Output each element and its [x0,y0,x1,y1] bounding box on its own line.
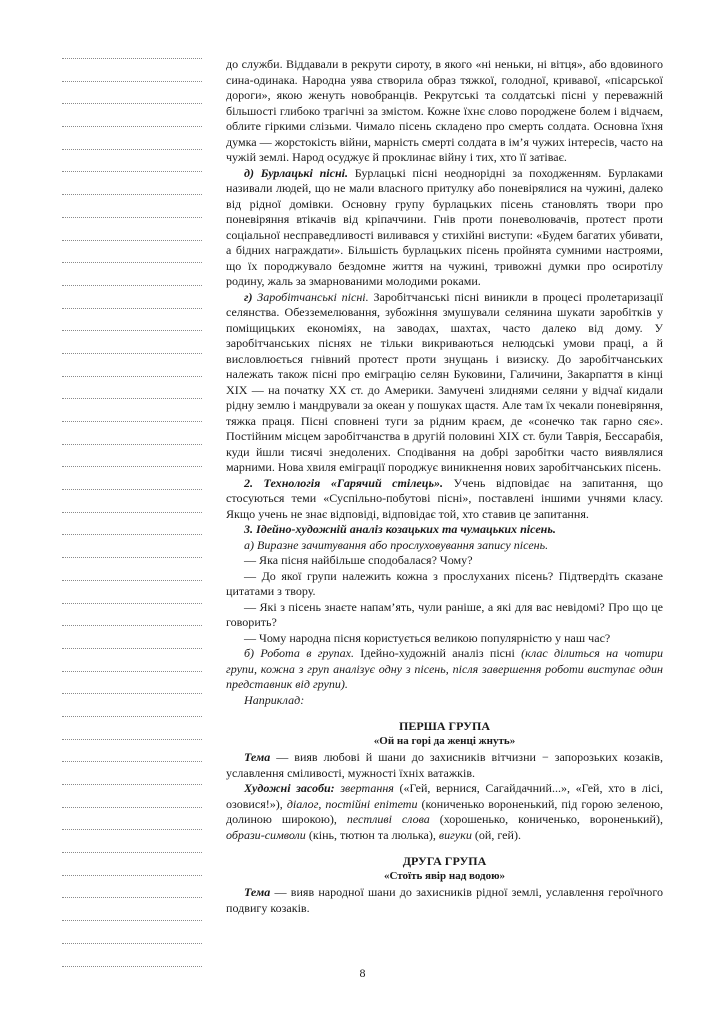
group2-tema [226,885,663,916]
question-2: — До якої групи належить кожна з прослуханих пісень? Підтвердіть сказане цитатами з твору. [226,568,663,598]
margin-line [62,103,202,104]
paragraph-burlatski: д) Бурлацькі пісні. Бурлацькі пісні неоднорідні за походженням. Бурлаками називали людей, що не мали власного притулку або поневірялися на чужині, далеко від рідної домівки. Основну групу бурлацьких пісень становлять твори про поневіряння втікачів від кріпаччини. Гнів проти поневолювачів, протест проти соціальної несправедливості виливався у стихійні виступи: «Будем багатих убивати, а бідних награждати». Більшість бурлацьких пісень пройнята сумними настроями, що їх породжувало бездомне життя на чужині, тривожні думки про осиротілу родину, жаль за змарнованими молодими роками. [226,165,663,288]
margin-line [62,739,202,740]
group1-tema-label: Тема [244,750,271,764]
margin-line [62,557,202,558]
question-4: — Чому народна пісня користується великою популярністю у наш час? [244,630,611,645]
margin-line [62,308,202,309]
group2-song-title: «Стоїть явір над водою» [383,870,506,882]
margin-line [62,693,202,694]
group2-heading: ДРУГА ГРУПА [402,854,487,868]
margin-line [62,126,202,127]
margin-line [62,194,202,195]
margin-line [62,81,202,82]
margin-line [62,466,202,467]
margin-line [62,285,202,286]
margin-line [62,920,202,921]
margin-line [62,671,202,672]
page-number: 8 [359,966,366,980]
margin-line [62,58,202,59]
margin-line [62,512,202,513]
margin-line [62,852,202,853]
paragraph-example: Наприклад: [244,692,305,707]
margin-line [62,807,202,808]
margin-line [62,761,202,762]
question-3: — Які з пісень знаєте напам’ять, чули раніше, а які для вас невідомі? Про що це говорить? [226,599,663,629]
margin-line [62,603,202,604]
main-text-column [226,57,663,916]
margin-line [62,897,202,898]
margin-line [62,262,202,263]
margin-line [62,875,202,876]
margin-notes-lines [62,58,202,988]
question-1: — Яка пісня найбільше сподобалася? Чому? [244,553,473,567]
margin-line [62,240,202,241]
margin-line [62,716,202,717]
margin-line [62,330,202,331]
paragraph-analysis-a: а) Виразне зачитування або прослуховування запису пісень. [244,537,549,552]
group2-tema-text: — вияв народної шани до захисників рідної землі, уславлення героїчного подвигу козаків. [226,885,663,915]
margin-line [62,648,202,649]
margin-line [62,421,202,422]
group1-tema-text: — вияв любові й шани до захисників вітчизни − запорозьких козаків, уславлення сміливості, мужності їхніх ватажків. [226,750,663,780]
margin-line [62,534,202,535]
margin-line [62,784,202,785]
group1-song-title: «Ой на горі да женці жнуть» [373,735,516,747]
paragraph-analysis-b: б) Робота в групах. Ідейно-художній аналіз пісні (клас ділиться на чотири групи, кожна з груп аналізує одну з пісень, після завершення роботи виступає один представник від групи). [226,646,663,691]
margin-line [62,580,202,581]
margin-line [62,149,202,150]
margin-line [62,398,202,399]
paragraph-recruits: до служби. Віддавали в рекрути сироту, в якого «ні неньки, ні вітця», або вдовиного сина-одинака. Народна уява створила образ тяжкої, голодної, кривавої, «пісарської дороги», якою женуть новобранців. Рекрутські та солдатські пісні у переважній більшості глибоко трагічні за змістом. Кожне їхнє слово породжене болем і відчаєм, облите гіркими слізьми. Чимало пісень складено про смерть солдата. Основна їхня думка — жорстокість війни, марність смерті солдата в ім’я чужих інтересів, часто на чужій землі. Народ осуджує й проклинає війну і тих, хто її затіває. [226,57,663,164]
margin-line [62,943,202,944]
margin-line [62,171,202,172]
group1-heading: ПЕРША ГРУПА [399,719,490,733]
group1-tema [226,750,663,781]
margin-line [62,444,202,445]
margin-line [62,376,202,377]
group1-artistic-means: Художні засоби: звертання («Гей, вернися, Сагайдачний...», «Гей, хто в лісі, озовися!»), діалог, постійні епітети (кониченько вороненький, під горою зеленою, долиною широкою), пестливі слова (хорошенько, кониченько, вороненький), образи-символи (кінь, тютюн та люлька), вигуки (ой, гей). [226,781,663,842]
paragraph-zarobitchanski: г) Заробітчанські пісні. Заробітчанські пісні виникли в процесі пролетаризації селянства. Обезземелювання, зубожіння змушували селянина шукати заробітків у поміщицьких економіях, на заводах, шахтах, часто далеко від дому. У заробітчанських піснях не тільки викриваються нелюдські умови праці, а й висловлюється гнівний протест проти знущань і визиску. До заробітчанських належать також пісні про еміграцію селян Буковини, Галичини, Закарпаття в кінці XIX — на початку XX ст. до Америки. Замучені злиднями селяни у відчаї кидали рідну землю і мандрували за океан у пошуках щастя. Але там їх чекали поневіряння, тяжка праця. Пісні сповнені туги за рідним краєм, де «сонечко так гарно сяє». Постійним місцем заробітчанства в другій половині XIX ст. були Таврія, Бессарабія, куди йшли тисячі знедолених. Сподівання на добрі заробітки часто виявлялися марними. Нова хвиля еміграції породжує виникнення нових заробітчанських пісень. [226,289,663,474]
margin-line [62,217,202,218]
group2-tema-label: Тема [244,885,271,899]
margin-line [62,829,202,830]
margin-line [62,489,202,490]
paragraph-analysis: 3. Ідейно-художній аналіз козацьких та чумацьких пісень. [244,522,556,536]
margin-line [62,353,202,354]
margin-line [62,625,202,626]
paragraph-hot-chair: 2. Технологія «Гарячий стілець». Учень відповідає на запитання, що стосуються теми «Суспільно-побутові пісні», поставлені іншими учнями класу. Якщо учень не знає відповіді, відповідає той, хто ставив це запитання. [226,475,663,521]
